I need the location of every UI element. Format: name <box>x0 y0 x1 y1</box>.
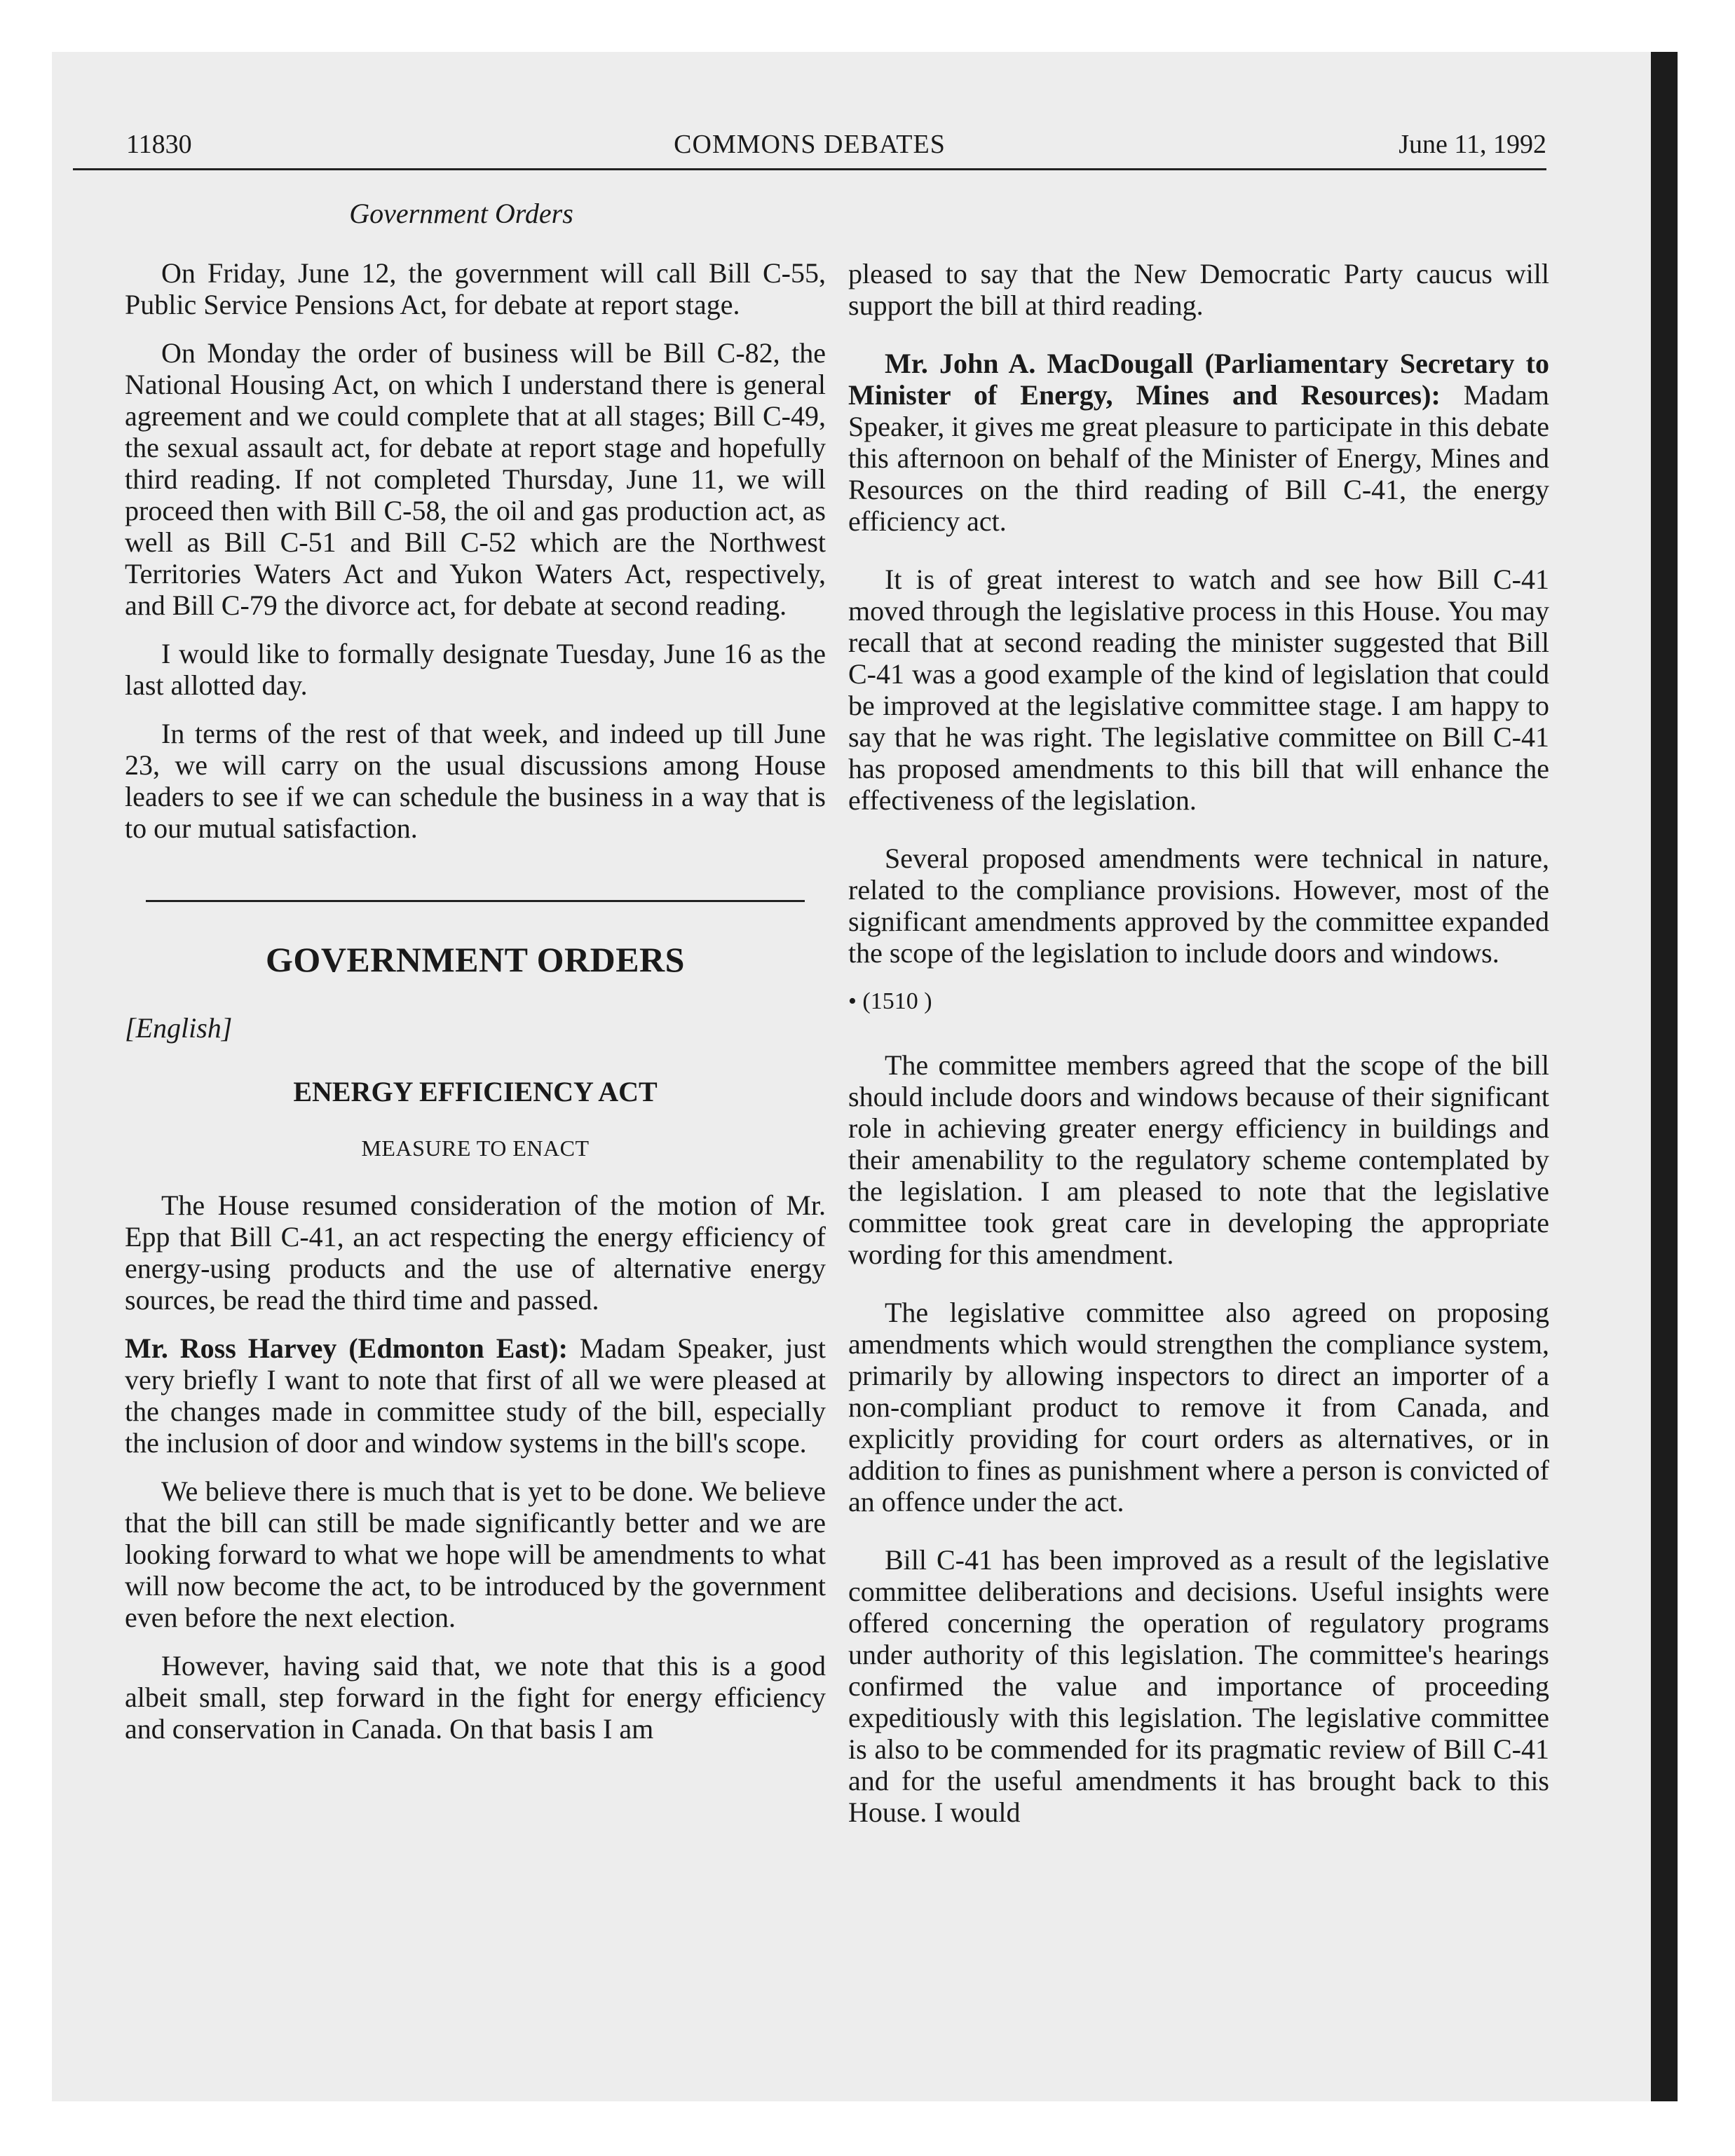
speech-paragraph <box>848 348 1549 537</box>
paragraph: Bill C-41 has been improved as a result of the legislative committee deliberations and decisions. Useful insights were offered concerning the operation of regulatory programs under authority of this legislation. The committee's hearings confirmed the value and importance of proceeding expeditiously with this legislation. The legislative committee is also to be commended for its pragmatic review of Bill C-41 and for the useful amendments it has brought back to this House. I would <box>848 1544 1549 1828</box>
paragraph: It is of great interest to watch and see how Bill C-41 moved through the legislative process in this House. You may recall that at second reading the minister suggested that Bill C-41 was a good example of the kind of legislation that could be improved at the legislative committee stage. I am happy to say that he was right. The legislative committee on Bill C-41 has proposed amendments to this bill that will enhance the effectiveness of the legislation. <box>848 564 1549 816</box>
publication-title: COMMONS DEBATES <box>674 130 946 159</box>
bill-title: ENERGY EFFICIENCY ACT <box>293 1076 658 1107</box>
right-column <box>848 258 1549 1845</box>
page-number: 11830 <box>126 130 192 159</box>
speech-text: Madam Speaker, just very briefly I want to note that first of all we were pleased at the changes made in committee study of the bill, especially the inclusion of door and window systems in the bill's scope. <box>125 1332 826 1459</box>
paragraph: On Friday, June 12, the government will call Bill C-55, Public Service Pensions Act, for debate at report stage. <box>125 257 826 320</box>
paragraph: The legislative committee also agreed on proposing amendments which would strengthen the compliance system, primarily by allowing inspectors to direct an importer of a non-compliant product to remove it from Canada, and explicitly providing for court orders as alternatives, or in addition to fines as punishment where a person is convicted of an offence under the act. <box>848 1297 1549 1517</box>
paragraph: On Monday the order of business will be Bill C-82, the National Housing Act, on which I understand there is general agreement and we could complete that at all stages; Bill C-49, the sexual assault act, for debate at report stage and hopefully third reading. If not completed Thursday, June 11, we will proceed then with Bill C-58, the oil and gas production act, as well as Bill C-51 and Bill C-52 which are the Northwest Territories Waters Act and Yukon Waters Act, respectively, and Bill C-79 the divorce act, for debate at second reading. <box>125 337 826 621</box>
speech-text: Madam Speaker, it gives me great pleasure to participate in this debate this afternoon on behalf of the Minister of Energy, Mines and Resources on the third reading of Bill C-41, the energy efficiency act. <box>848 379 1549 537</box>
speech-paragraph <box>125 1332 826 1459</box>
paragraph: In terms of the rest of that week, and indeed up till June 23, we will carry on the usual discussions among House leaders to see if we can schedule the business in a way that is to our mutual satisfaction. <box>125 718 826 844</box>
paragraph: I would like to formally designate Tuesday, June 16 as the last allotted day. <box>125 638 826 701</box>
header-date: June 11, 1992 <box>1399 130 1546 159</box>
speaker-name: Mr. John A. MacDougall (Parliamentary Secretary to Minister of Energy, Mines and Resources): <box>848 348 1549 411</box>
paragraph: Several proposed amendments were technical in nature, related to the compliance provisions. However, most of the significant amendments approved by the committee expanded the scope of the legislation to include doors and windows. <box>848 842 1549 969</box>
section-divider <box>146 900 805 902</box>
section-title: GOVERNMENT ORDERS <box>266 940 685 979</box>
scan-edge-shadow <box>1651 52 1678 2101</box>
page-header <box>73 123 1546 170</box>
paragraph: The House resumed consideration of the motion of Mr. Epp that Bill C-41, an act respecting the energy efficiency of energy-using products and the use of alternative energy sources, be read the third time and passed. <box>125 1189 826 1316</box>
paragraph: However, having said that, we note that this is a good albeit small, step forward in the fight for energy efficiency and conservation in Canada. On that basis I am <box>125 1650 826 1745</box>
bill-subtitle: MEASURE TO ENACT <box>361 1135 590 1161</box>
speaker-name: Mr. Ross Harvey (Edmonton East): <box>125 1332 568 1364</box>
paragraph: The committee members agreed that the scope of the bill should include doors and windows because of their significant role in achieving greater energy efficiency in buildings and their amenability to the regulatory scheme contemplated by the legislation. I am pleased to note that the legislative committee took great care in developing the appropriate wording for this amendment. <box>848 1049 1549 1270</box>
paragraph: We believe there is much that is yet to be done. We believe that the bill can still be made significantly better and we are looking forward to what we hope will be amendments to what will now become the act, to be introduced by the government even before the next election. <box>125 1475 826 1633</box>
running-head: Government Orders <box>349 198 573 229</box>
language-marker: [English] <box>125 1012 233 1044</box>
left-column <box>125 198 826 1761</box>
paragraph: pleased to say that the New Democratic Party caucus will support the bill at third reading. <box>848 258 1549 321</box>
timestamp: • (1510 ) <box>848 988 932 1014</box>
